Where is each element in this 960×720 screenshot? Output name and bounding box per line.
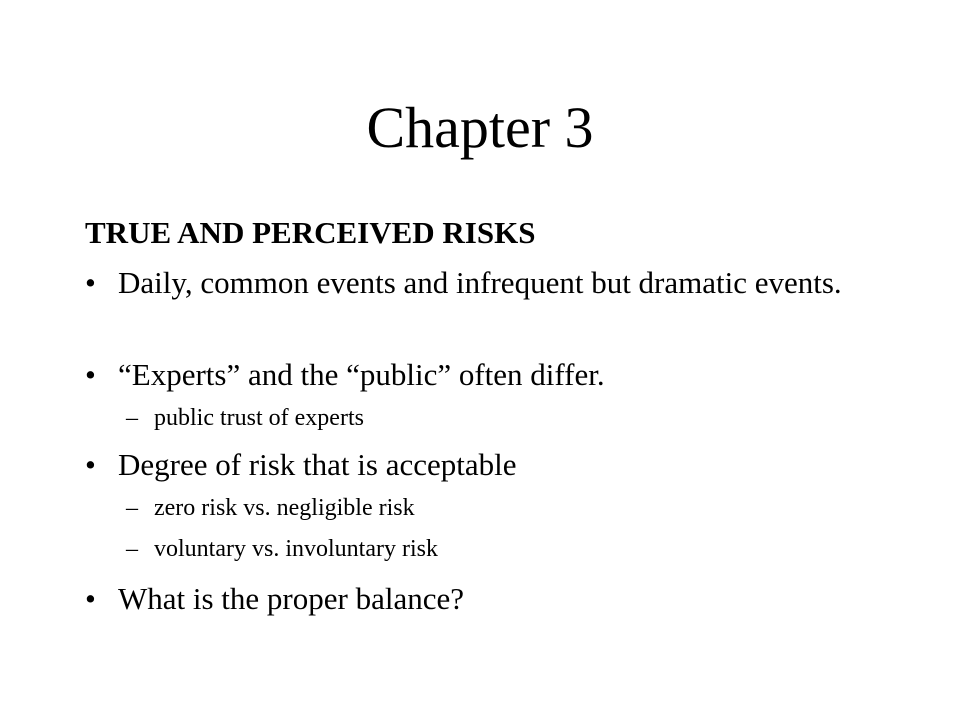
dash-marker: – xyxy=(126,405,138,431)
bullet-item xyxy=(85,356,888,394)
bullet-marker: • xyxy=(85,581,96,616)
dash-marker: – xyxy=(126,495,138,521)
bullet-text: Daily, common events and infrequent but dramatic events. xyxy=(118,265,842,300)
sub-bullet-item xyxy=(126,403,364,433)
dash-marker: – xyxy=(126,536,138,562)
slide-title: Chapter 3 xyxy=(366,95,594,160)
section-heading: TRUE AND PERCEIVED RISKS xyxy=(85,215,536,250)
sub-bullet-item xyxy=(126,493,415,523)
bullet-text: Degree of risk that is acceptable xyxy=(118,447,517,482)
bullet-marker: • xyxy=(85,357,96,392)
bullet-marker: • xyxy=(85,447,96,482)
bullet-item xyxy=(85,580,888,618)
sub-bullet-text: zero risk vs. negligible risk xyxy=(154,495,415,521)
bullet-item xyxy=(85,446,888,484)
sub-bullet-text: voluntary vs. involuntary risk xyxy=(154,536,438,562)
sub-bullet-text: public trust of experts xyxy=(154,405,364,431)
bullet-marker: • xyxy=(85,265,96,300)
bullet-text: What is the proper balance? xyxy=(118,581,464,616)
bullet-item xyxy=(85,264,888,302)
sub-bullet-item xyxy=(126,534,438,564)
bullet-text: “Experts” and the “public” often differ. xyxy=(118,357,605,392)
